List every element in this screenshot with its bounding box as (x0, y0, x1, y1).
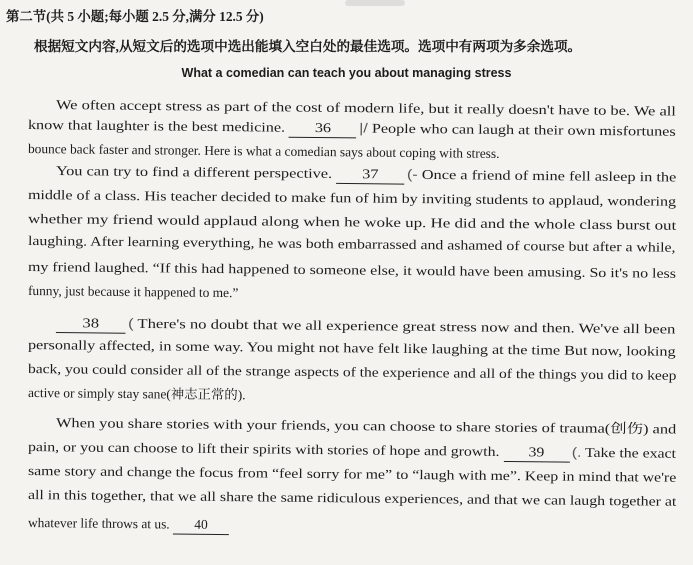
passage-text: whatever life throws at us. (27, 515, 174, 532)
passage-text: back, you could consider all of the strange aspects of the experience and all of the things you did to keep (27, 361, 677, 383)
passage-line (28, 232, 676, 257)
passage-text: There's no doubt that we all experience great stress now and then. We've all been (133, 315, 676, 337)
handwritten-mark: ( (127, 315, 134, 331)
passage-text: You can try to find a different perspective. (55, 163, 337, 181)
passage-line (56, 162, 677, 187)
passage-text: personally affected, in some way. You might not have felt like laughing at the time But now, looking (27, 337, 676, 359)
handwritten-mark: (. (571, 444, 582, 460)
passage-line (28, 336, 676, 361)
passage-text: People who can laugh at their own misfortunes (367, 120, 676, 139)
passage-line (28, 116, 676, 142)
passage-text: funny, just because it happened to me.” (27, 283, 239, 301)
passage-text: same story and change the focus from “feel sorry for me” to “laugh with me”. Keep in mind that we're (27, 463, 677, 485)
handwritten-mark: (- (406, 166, 418, 182)
passage-line (28, 210, 676, 235)
passage-text: active or simply stay sane(神志正常的). (27, 385, 246, 403)
passage-text: all in this together, that we all share the same ridiculous experiences, and that we can laugh together at (27, 487, 677, 509)
passage-text: We often accept stress as part of the cost of modern life, but it really doesn't have to be. We all (55, 97, 676, 119)
passage-line (28, 514, 229, 535)
passage-line (56, 414, 676, 438)
passage-line (28, 360, 677, 385)
passage-text: bounce back faster and stronger. Here is what a comedian says about coping with stress. (27, 141, 500, 161)
passage-line (28, 140, 500, 163)
passage-text: middle of a class. His teacher decided to make fun of him by inviting students to applaud, wondering (27, 187, 677, 209)
answer-blank: 40 (173, 516, 229, 536)
answer-blank: 37 (336, 165, 404, 185)
passage-line (28, 384, 246, 404)
passage-text: whether my friend would applaud along when he woke up. He did and the whole class burst out (27, 211, 677, 233)
ink-smudge (345, 0, 405, 6)
passage-text: When you share stories with your friends, you can choose to share stories of trauma(创伤) and (55, 415, 677, 437)
passage-text: laughing. After learning everything, he was both embarrassed and ashamed of course but after a while, (27, 233, 676, 255)
passage-text: pain, or you can choose to lift their spirits with stories of hope and growth. (27, 439, 504, 459)
passage-line (28, 282, 239, 302)
handwritten-mark: |/ (359, 120, 368, 136)
passage-text: my friend laughed. “If this had happened to someone else, it would have been amusing. So it's no less (27, 259, 677, 281)
passage-line (28, 258, 676, 283)
answer-blank: 39 (503, 443, 569, 463)
section-header: 第二节(共 5 小题;每小题 2.5 分,满分 12.5 分) (6, 9, 264, 24)
passage-line (28, 462, 676, 487)
passage-text: Take the exact (581, 444, 676, 461)
answer-blank: 38 (56, 314, 126, 334)
passage-text: Once a friend of mine fell asleep in the (417, 166, 677, 185)
passage-line (28, 438, 676, 464)
passage-line (28, 486, 677, 511)
passage-line (56, 314, 676, 339)
answer-blank: 36 (289, 119, 357, 139)
passage-line (28, 186, 676, 211)
passage-title: What a comedian can teach you about managing stress (181, 66, 512, 80)
passage-text: know that laughter is the best medicine. (27, 117, 290, 135)
instruction-text: 根据短文内容,从短文后的选项中选出能填入空白处的最佳选项。选项中有两项为多余选项。 (34, 39, 582, 54)
